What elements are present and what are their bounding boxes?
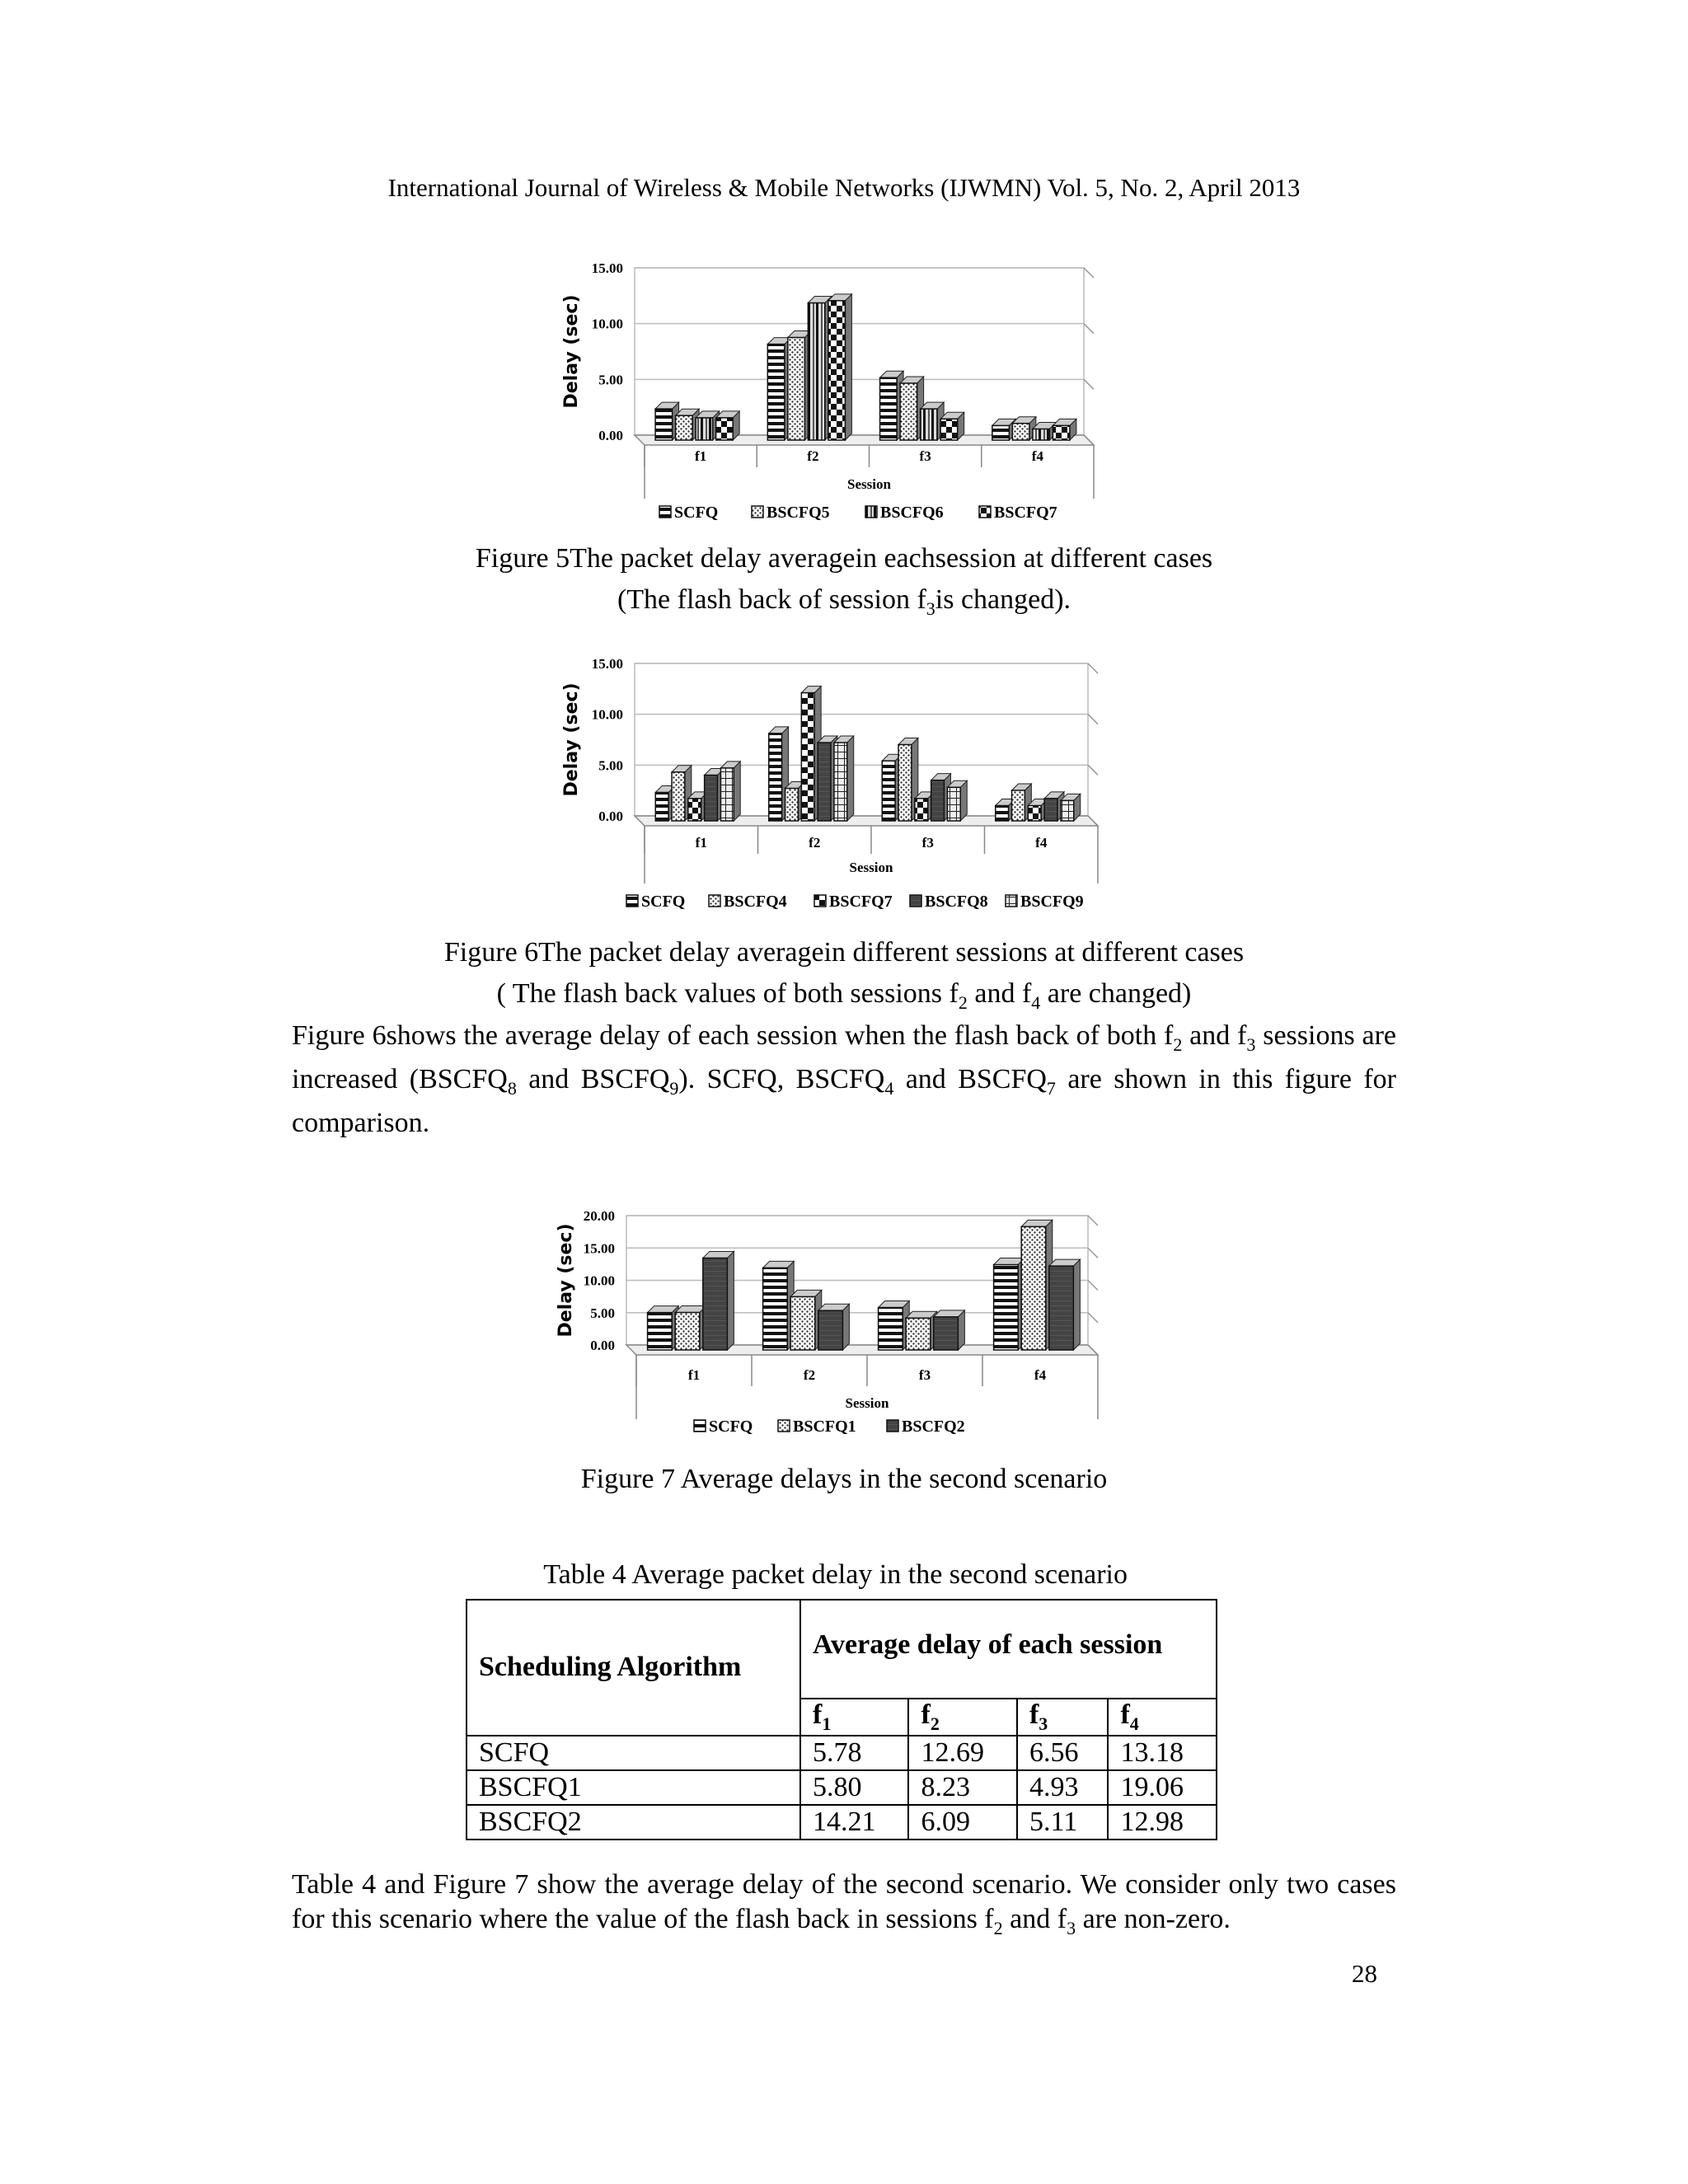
y-tick-label: 0.00 (598, 808, 623, 824)
bar (915, 792, 935, 821)
row-algo: SCFQ (467, 1736, 800, 1770)
bar (1033, 422, 1057, 440)
cell-value: 8.23 (908, 1770, 1016, 1805)
figure-6-caption-line2: ( The flash back values of both sessions $f_2$ and $f_4$ are changed) (496, 978, 1192, 1013)
y-axis-label: Delay (sec) (561, 294, 582, 409)
legend-swatch (887, 1420, 898, 1432)
x-tick-label: f4 (1031, 448, 1043, 464)
legend-item (694, 1418, 753, 1436)
x-tick-label: f3 (918, 1367, 931, 1383)
subheader-f2: $f_2$ (908, 1699, 1016, 1736)
gridline-depth (1084, 435, 1094, 445)
y-tick-label: 0.00 (590, 1338, 615, 1353)
x-tick-label: f4 (1035, 835, 1048, 851)
bar (834, 736, 854, 821)
legend-item (865, 504, 944, 522)
bar (648, 1306, 679, 1350)
plot-frame (626, 1216, 1088, 1345)
y-tick-label: 15.00 (591, 656, 623, 672)
legend-swatch (694, 1420, 706, 1432)
x-tick-label: f2 (803, 1367, 816, 1383)
table-row (467, 1770, 1217, 1805)
plot-floor (635, 435, 1094, 445)
row-algo: BSCFQ2 (467, 1805, 800, 1840)
y-tick-label: 20.00 (583, 1208, 615, 1224)
cell-value: 5.80 (800, 1770, 908, 1805)
y-tick-label: 15.00 (591, 260, 623, 276)
figure-6-caption-line1: Figure 6The packet delay averagein different sessions at different cases (443, 937, 1245, 968)
bar (676, 409, 700, 440)
gridline-depth (1084, 268, 1094, 278)
bar (1012, 784, 1032, 821)
plot-frame (635, 268, 1084, 435)
x-tick-label: f1 (687, 1367, 701, 1383)
gridline-depth (1088, 816, 1098, 826)
paragraph-table-4: Table 4 and Figure 7 show the average delay of the second scenario. We consider only two cases for this scenario where the value of the flash back in sessions $f_2$ and $f_3$ are non-zero. (292, 1869, 1396, 1938)
y-tick-label: 0.00 (598, 428, 623, 443)
bar (900, 377, 924, 440)
bar (992, 419, 1016, 440)
legend-swatch (752, 506, 763, 518)
bar (818, 1304, 850, 1350)
bar (790, 1290, 822, 1350)
paragraph-figure-6: Figure 6shows the average delay of each session when the flash back of both $f_2$ and $f_3$ sessions are increased ($BSCFQ_8$ and $BSCFQ_9$). SCFQ, $BSCFQ_4$ and $BSCFQ_7$ are shown in this figure for comparison. (292, 1020, 1396, 1138)
table-row (467, 1736, 1217, 1770)
gridline-depth (1084, 324, 1094, 334)
legend-label: BSCFQ4 (724, 893, 787, 911)
figure-5-caption-line2: (The flash back of session $f_3is$ changed). (617, 584, 1071, 619)
cell-value: 6.56 (1017, 1736, 1108, 1770)
cell-value: 4.93 (1017, 1770, 1108, 1805)
legend-label: SCFQ (674, 504, 719, 522)
legend-label: SCFQ (709, 1418, 753, 1436)
legend-item (910, 893, 988, 911)
bar (994, 1258, 1025, 1350)
bar (785, 782, 805, 821)
bar (947, 780, 967, 821)
x-tick-label: f2 (809, 835, 821, 851)
y-tick-label: 10.00 (583, 1272, 615, 1289)
bar (788, 330, 812, 440)
figure-5-caption-line1: Figure 5The packet delay averagein eachsession at different cases (475, 543, 1213, 574)
bar (716, 411, 740, 440)
bar (705, 769, 724, 822)
x-tick-label: f4 (1034, 1367, 1047, 1383)
bar (1021, 1220, 1053, 1350)
bar (828, 294, 852, 440)
gridline-depth (1088, 1248, 1098, 1258)
legend-item (626, 893, 685, 911)
legend-swatch (865, 506, 877, 518)
gridline-depth (1088, 1345, 1098, 1355)
gridline-depth (1084, 379, 1094, 389)
cell-value: 19.06 (1108, 1770, 1217, 1805)
bar (921, 402, 945, 440)
y-tick-label: 10.00 (591, 706, 623, 723)
bar (996, 799, 1015, 822)
bar (1044, 792, 1064, 821)
legend-label: SCFQ (641, 893, 686, 911)
cell-value: 6.09 (908, 1805, 1016, 1840)
x-tick-label: f2 (807, 448, 819, 464)
bar (882, 754, 902, 821)
legend-label: BSCFQ5 (767, 504, 830, 522)
legend-swatch (814, 895, 826, 907)
legend-label: BSCFQ6 (880, 504, 944, 522)
bar (940, 412, 964, 440)
cell-value: 13.18 (1108, 1736, 1217, 1770)
cell-value: 14.21 (800, 1805, 908, 1840)
bar (1049, 1259, 1081, 1350)
gridline-depth (1088, 1281, 1098, 1291)
figure-7-caption: Figure 7 Average delays in the second scenario (580, 1464, 1108, 1494)
legend-item (1006, 893, 1084, 911)
cell-value: 12.98 (1108, 1805, 1217, 1840)
bar (906, 1311, 937, 1350)
bar (696, 411, 720, 440)
bar (1061, 794, 1081, 821)
cell-value: 12.69 (908, 1736, 1016, 1770)
running-header: International Journal of Wireless & Mobile Networks (IJWMN) Vol. 5, No. 2, April 2013 (387, 173, 1301, 202)
table-4 (466, 1599, 1217, 1840)
bar (1028, 799, 1048, 822)
legend-item (887, 1418, 965, 1436)
legend-item (778, 1418, 856, 1436)
legend-item (709, 893, 787, 911)
gridline-depth (1088, 1313, 1098, 1323)
gridline-depth (1088, 1216, 1098, 1226)
y-axis-label: Delay (sec) (561, 682, 582, 797)
legend-item (659, 504, 718, 522)
y-axis-label: Delay (sec) (556, 1223, 576, 1338)
bar (1053, 419, 1076, 440)
bar (763, 1261, 795, 1350)
bar (655, 785, 675, 821)
page-number: 28 (1352, 1959, 1377, 1988)
x-tick-label: f3 (919, 448, 931, 464)
bar (688, 792, 708, 821)
bar (672, 766, 692, 821)
bar (879, 1301, 910, 1350)
bar (808, 297, 832, 440)
header-scheduling-algorithm: Scheduling Algorithm (467, 1600, 800, 1736)
y-tick-label: 5.00 (590, 1305, 615, 1321)
x-tick-label: f3 (921, 835, 934, 851)
legend-item (979, 504, 1057, 522)
x-tick-label: f1 (695, 835, 707, 851)
y-tick-label: 5.00 (598, 757, 623, 774)
gridline-depth (1088, 765, 1098, 775)
legend-label: BSCFQ8 (925, 893, 988, 911)
subheader-f4: $f_4$ (1108, 1699, 1217, 1736)
figure-5-caption (0, 538, 1688, 630)
bar (655, 402, 679, 440)
header-average-delay: Average delay of each session (800, 1600, 1217, 1699)
legend-swatch (626, 895, 638, 907)
legend-swatch (979, 506, 991, 518)
x-axis-label: Session (847, 476, 891, 492)
bar (801, 687, 821, 821)
legend-item (814, 893, 893, 911)
bar (931, 774, 951, 821)
subheader-f3: $f_3$ (1017, 1699, 1108, 1736)
y-tick-label: 5.00 (598, 372, 623, 388)
y-tick-label: 10.00 (591, 316, 623, 332)
figure-6-caption (0, 932, 1688, 1024)
bar (880, 371, 904, 440)
bar (898, 738, 918, 822)
legend-swatch (778, 1420, 790, 1432)
plot-floor (626, 1345, 1098, 1355)
legend-item (752, 504, 830, 522)
plot-floor (635, 816, 1098, 826)
row-algo: BSCFQ1 (467, 1770, 800, 1805)
bar (818, 736, 837, 821)
gridline-depth (1088, 663, 1098, 673)
gridline-depth (1088, 715, 1098, 724)
legend-swatch (709, 895, 720, 907)
y-tick-label: 15.00 (583, 1240, 615, 1257)
bar (934, 1310, 965, 1350)
bar (1012, 417, 1036, 440)
bar (720, 762, 740, 821)
legend-swatch (1006, 895, 1017, 907)
legend-label: BSCFQ2 (902, 1418, 965, 1436)
x-tick-label: f1 (695, 448, 707, 464)
bar (675, 1305, 706, 1350)
x-axis-label: Session (845, 1395, 889, 1411)
legend-label: BSCFQ1 (793, 1418, 856, 1436)
table-4-caption: Table 4 Average packet delay in the second scenario (543, 1559, 1128, 1590)
bar (703, 1251, 734, 1350)
cell-value: 5.78 (800, 1736, 908, 1770)
bar (769, 727, 789, 821)
cell-value: 5.11 (1017, 1805, 1108, 1840)
plot-frame (635, 663, 1088, 816)
legend-swatch (910, 895, 921, 907)
subheader-f1: $f_1$ (800, 1699, 908, 1736)
legend-label: BSCFQ9 (1020, 893, 1084, 911)
legend-label: BSCFQ7 (829, 893, 893, 911)
x-axis-label: Session (849, 860, 893, 875)
table-row (467, 1805, 1217, 1840)
legend-swatch (659, 506, 671, 518)
bar (767, 338, 791, 440)
legend-label: BSCFQ7 (994, 504, 1057, 522)
